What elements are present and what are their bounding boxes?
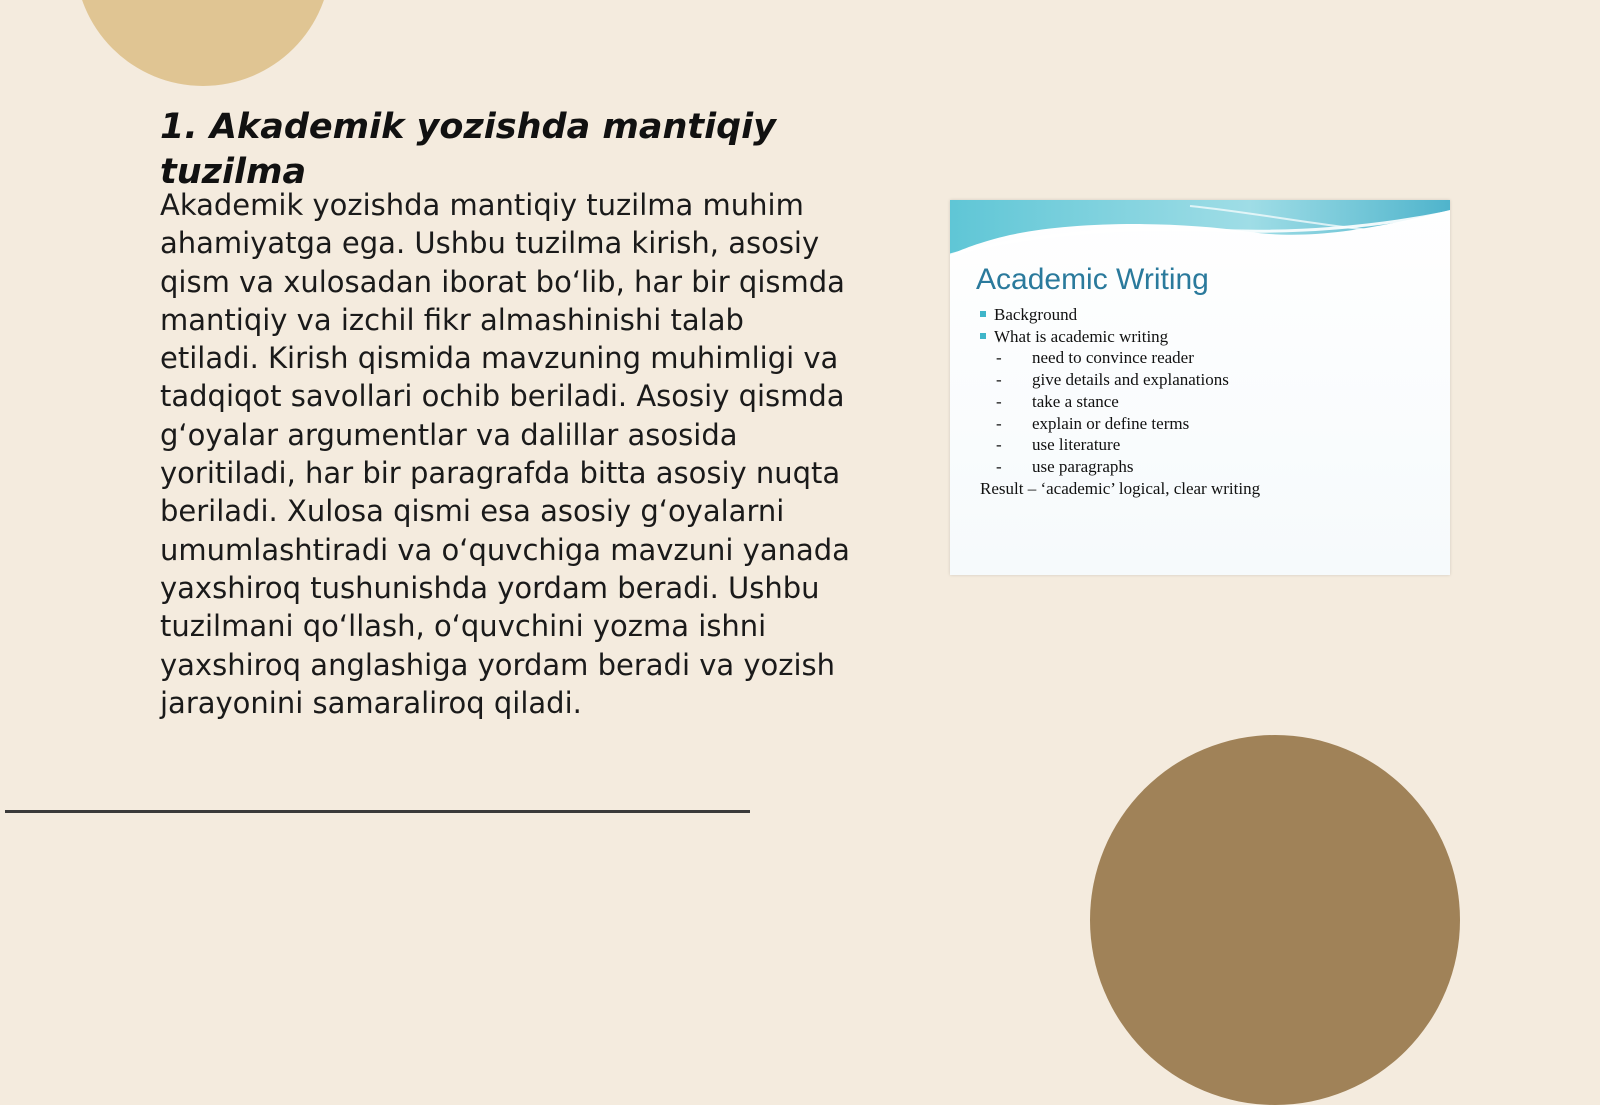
sub-item: - take a stance bbox=[980, 391, 1260, 413]
dash-marker: - bbox=[996, 370, 1002, 390]
result-line: Result – ‘academic’ logical, clear writing bbox=[980, 478, 1261, 498]
bullet-item: What is academic writing bbox=[980, 326, 1260, 348]
divider-line bbox=[5, 810, 750, 813]
dash-marker: - bbox=[996, 348, 1002, 368]
square-bullet-icon bbox=[980, 333, 986, 339]
decorative-circle-bottom bbox=[1090, 735, 1460, 1105]
dash-marker: - bbox=[996, 413, 1002, 433]
wave-header-graphic bbox=[950, 200, 1450, 260]
slide-title: 1. Akademik yozishda mantiqiy tuzilma bbox=[160, 107, 776, 192]
bullet-item: Background bbox=[980, 304, 1260, 326]
embedded-slide-image bbox=[950, 200, 1450, 575]
square-bullet-icon bbox=[980, 311, 986, 317]
sub-item: - explain or define terms bbox=[980, 413, 1260, 435]
sub-item: - use literature bbox=[980, 434, 1260, 456]
dash-marker: - bbox=[996, 391, 1002, 411]
dash-marker: - bbox=[996, 456, 1002, 476]
sub-item: - give details and explanations bbox=[980, 369, 1260, 391]
embedded-slide-heading: Academic Writing bbox=[976, 263, 1209, 296]
embedded-slide-list bbox=[980, 304, 1260, 499]
sub-item: - use paragraphs bbox=[980, 456, 1260, 478]
sub-item: - need to convince reader bbox=[980, 347, 1260, 369]
dash-marker: - bbox=[996, 435, 1002, 455]
slide-body-text: Akademik yozishda mantiqiy tuzilma muhim ahamiyatga ega. Ushbu tuzilma kirish, asosiy qism va xulosadan iborat bo‘lib, har bir qismda mantiqiy va izchil fikr almashinishi talab etiladi. Kirish qismida mavzuning muhimligi va tadqiqot savollari ochib beriladi. Asosiy qismda g‘oyalar argumentlar va dalillar asosida yoritiladi, har bir paragrafda bitta asosiy nuqta beriladi. Xulosa qismi esa asosiy g‘oyalarni umumlashtiradi va o‘quvchiga mavzuni yanada yaxshiroq tushunishda yordam beradi. Ushbu tuzilmani qo‘llash, o‘quvchini yozma ishni yaxshiroq anglashiga yordam beradi va yozish jarayonini samaraliroq qiladi. bbox=[160, 188, 850, 720]
decorative-circle-top bbox=[75, 0, 331, 86]
